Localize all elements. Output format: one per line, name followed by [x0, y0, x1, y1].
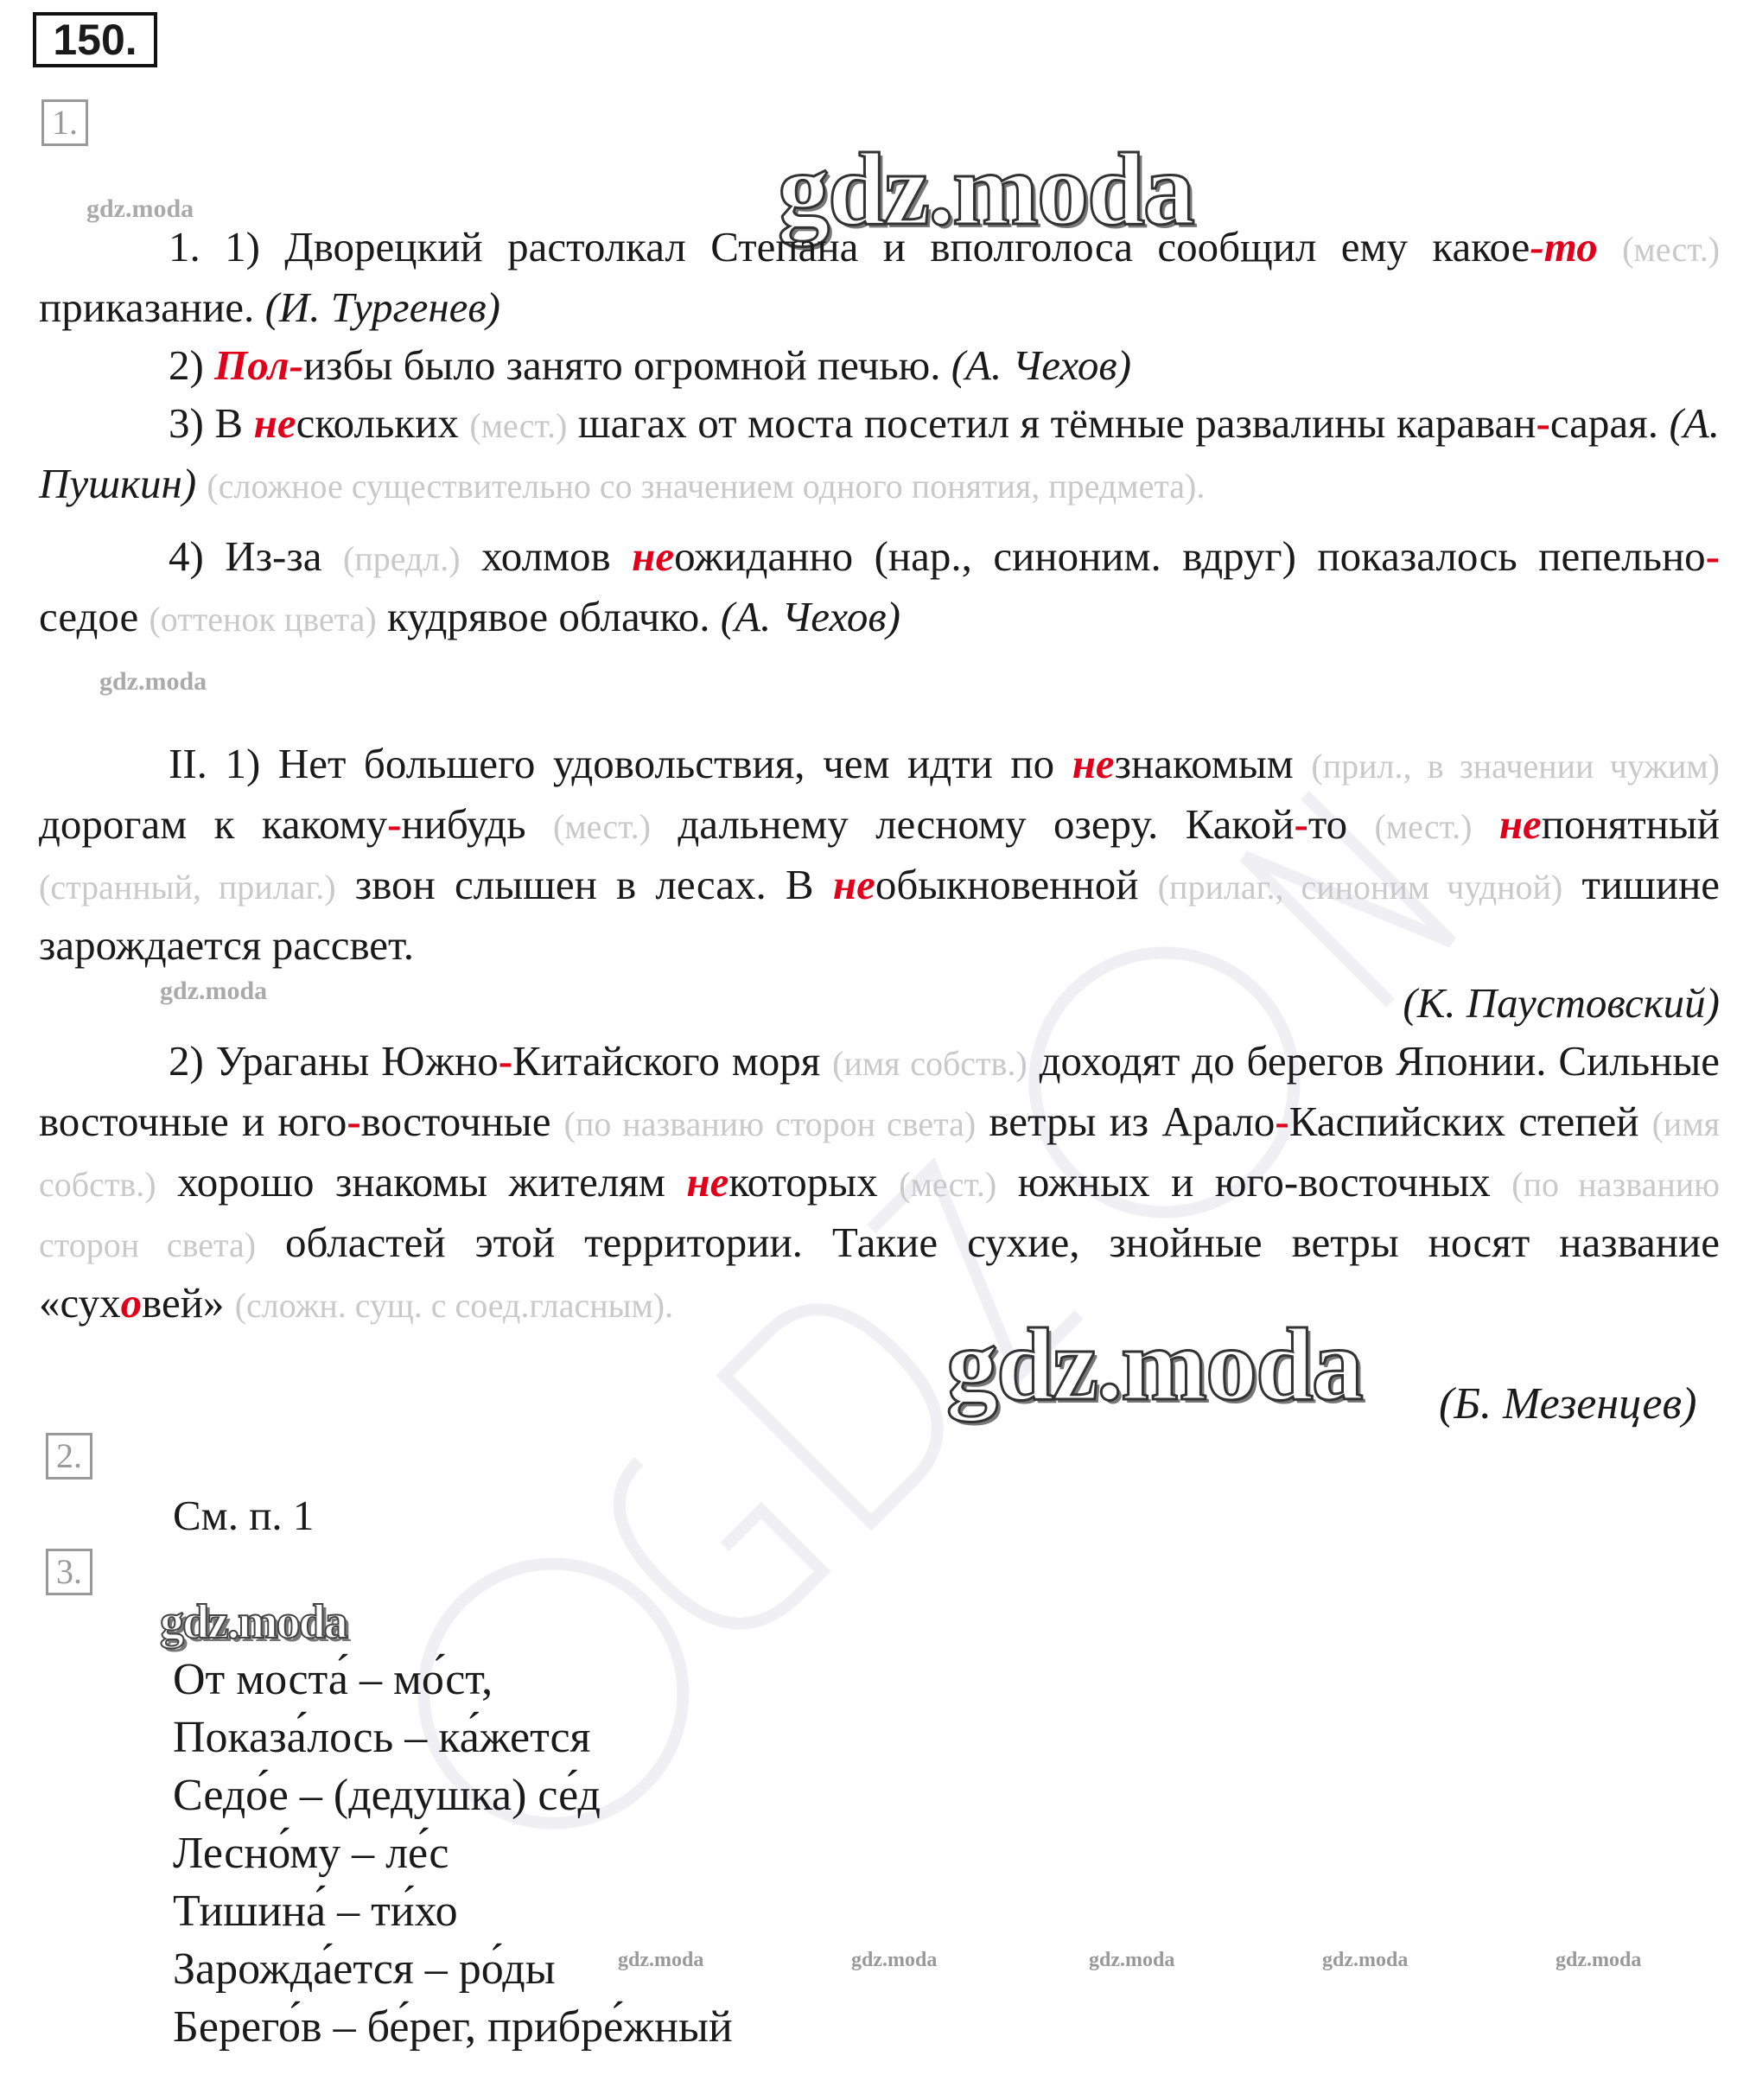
- watermark-small: gdz.moda: [86, 194, 194, 223]
- part-1-text: [39, 218, 1720, 648]
- watermark-large-top: gdz.moda: [778, 131, 1193, 246]
- section-2-marker: 2.: [46, 1433, 92, 1480]
- watermark-tiny-5: gdz.moda: [1556, 1949, 1642, 1971]
- watermark-large-bottom: gdz.moda: [946, 1307, 1362, 1422]
- text-2: 2) Ураганы Южно-Китайского моря (имя собств.) доходят до берегов Японии. Сильные восточные и юго-восточные (по названию сторон света) ветры из Арало-Каспийских степей (имя собств.) хорошо знакомы жителям некоторых (мест.) южных и юго-восточных (по названию сторон света) областей этой территории. Такие сухие, знойные ветры носят название «суховей» (сложн. сущ. с соед.гласным).: [39, 1037, 1721, 1327]
- sentence-1: 1. 1) Дворецкий растолкал Степана и вполголоса сообщил ему какое-то (мест.) приказание. (И. Тургенев): [39, 223, 1721, 331]
- watermark-medium: gdz.moda: [160, 1595, 347, 1649]
- watermark-tiny-2: gdz.moda: [851, 1949, 938, 1971]
- watermark-small-2: gdz.moda: [99, 667, 207, 696]
- author-mezentsev: (Б. Мезенцев): [1439, 1379, 1697, 1429]
- part-2-text: [39, 735, 1720, 1334]
- list-item: Берего́в – бе́рег, прибре́жный: [173, 2002, 733, 2052]
- sentence-4: 4) Из-за (предл.) холмов неожиданно (нар., синоним. вдруг) показалось пепельно-седое (оттенок цвета) кудрявое облачко. (А. Чехов): [39, 532, 1721, 640]
- watermark-tiny-1: gdz.moda: [618, 1949, 704, 1971]
- author-paustovsky: (К. Паустовский): [1403, 979, 1720, 1027]
- list-item: Зарожда́ется – ро́ды: [173, 1944, 556, 1994]
- section-3-marker: 3.: [46, 1549, 92, 1595]
- exercise-number: 150.: [33, 12, 157, 67]
- list-item: Показа́лось – ка́жется: [173, 1713, 591, 1762]
- accent-word-list: [173, 1651, 733, 2056]
- watermark-tiny-3: gdz.moda: [1089, 1949, 1175, 1971]
- list-item: Седо́е – (дедушка) се́д: [173, 1771, 601, 1820]
- sentence-3: 3) В нескольких (мест.) шагах от моста посетил я тёмные развалины караван-сарая. (А. Пушкин) (сложное существительно со значением одного понятия, предмета).: [39, 399, 1721, 507]
- list-item: Тишина́ – ти́хо: [173, 1887, 458, 1936]
- watermark-tiny-4: gdz.moda: [1322, 1949, 1409, 1971]
- list-item: Лесно́му – ле́с: [173, 1829, 449, 1878]
- text-1: II. 1) Нет большего удовольствия, чем идти по незнакомым (прил., в значении чужим) дорогам к какому-нибудь (мест.) дальнему лесному озеру. Какой-то (мест.) непонятный (странный, прилаг.) звон слышен в лесах. В необыкновенной (прилаг., синоним чудной) тишине зарождается рассвет.: [39, 740, 1721, 969]
- watermark-small-3: gdz.moda: [160, 977, 268, 1005]
- list-item: От моста́ – мо́ст,: [173, 1655, 493, 1704]
- section-2-text: См. п. 1: [173, 1492, 315, 1539]
- section-1-marker: 1.: [41, 99, 88, 146]
- sentence-2: 2) Пол-избы было занято огромной печью. (А. Чехов): [169, 341, 1132, 389]
